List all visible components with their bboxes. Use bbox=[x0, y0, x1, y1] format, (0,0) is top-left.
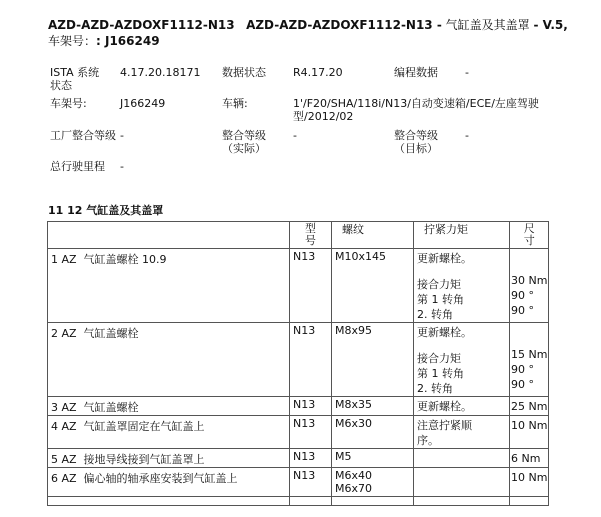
value-line: 90 ° bbox=[511, 304, 534, 317]
row-torque-note bbox=[414, 397, 510, 416]
row-torque-note bbox=[414, 468, 510, 497]
row-thread: M6x30 bbox=[332, 416, 414, 449]
row-thread: M8x35 bbox=[332, 397, 414, 416]
row-thread: M6x40 M6x70 bbox=[332, 468, 414, 497]
header-type bbox=[290, 222, 332, 249]
row-type: N13 bbox=[290, 397, 332, 416]
row-type: N13 bbox=[290, 249, 332, 323]
row-type: N13 bbox=[290, 416, 332, 449]
section-number: 11 12 bbox=[48, 204, 83, 217]
row-type: N13 bbox=[290, 468, 332, 497]
cut-cell bbox=[332, 497, 414, 506]
row-thread: M5 bbox=[332, 449, 414, 468]
value-line bbox=[511, 324, 547, 335]
row-type: N13 bbox=[290, 449, 332, 468]
note-line: 更新螺栓。 bbox=[417, 400, 472, 413]
table-row bbox=[48, 416, 549, 449]
title-part-5: 车架号： bbox=[48, 34, 97, 48]
row-description: 6 AZ 偏心轴的轴承座安装到气缸盖上 bbox=[48, 468, 290, 497]
table-header-row bbox=[48, 222, 549, 249]
row-description: 3 AZ 气缸盖螺栓 bbox=[48, 397, 290, 416]
row-value bbox=[510, 397, 549, 416]
data-status-label: 数据状态 bbox=[222, 66, 266, 79]
row-value bbox=[510, 449, 549, 468]
note-line: 序。 bbox=[417, 434, 439, 447]
cut-cell bbox=[414, 497, 510, 506]
row-description: 2 AZ 气缸盖螺栓 bbox=[48, 323, 290, 397]
note-line bbox=[417, 265, 506, 276]
value-line: 15 Nm bbox=[511, 348, 548, 361]
section-title: 气缸盖及其盖罩 bbox=[86, 204, 164, 217]
note-line: 接合力矩 bbox=[417, 352, 461, 365]
row-value bbox=[510, 323, 549, 397]
row-value bbox=[510, 468, 549, 497]
title-part-1: AZD-AZD-AZDOXF1112-N13 bbox=[48, 18, 235, 32]
note-line: 更新螺栓。 bbox=[417, 252, 472, 265]
actual-level-value: - bbox=[293, 129, 297, 142]
value-line bbox=[511, 335, 547, 346]
header-torque-note: 拧紧力矩 bbox=[414, 222, 510, 249]
target-level-label: 整合等级（目标） bbox=[394, 129, 438, 155]
value-line: 10 Nm bbox=[511, 419, 548, 432]
section-heading bbox=[48, 202, 163, 218]
row-description: 1 AZ 气缸盖螺栓 10.9 bbox=[48, 249, 290, 323]
document-title bbox=[48, 17, 578, 49]
note-line bbox=[417, 339, 506, 350]
mileage-label: 总行驶里程 bbox=[50, 160, 105, 173]
value-line: 90 ° bbox=[511, 289, 534, 302]
programming-label: 编程数据 bbox=[394, 66, 438, 79]
note-line: 注意拧紧顺 bbox=[417, 419, 472, 432]
value-line: 30 Nm bbox=[511, 274, 548, 287]
row-torque-note bbox=[414, 449, 510, 468]
note-line: 2. 转角 bbox=[417, 308, 453, 321]
data-status-value: R4.17.20 bbox=[293, 66, 343, 79]
programming-value: - bbox=[465, 66, 469, 79]
row-torque-note bbox=[414, 323, 510, 397]
header-size bbox=[510, 222, 549, 249]
vin-value: J166249 bbox=[120, 97, 166, 110]
ista-value: 4.17.20.18171 bbox=[120, 66, 201, 79]
note-line: 2. 转角 bbox=[417, 382, 453, 395]
value-line: 90 ° bbox=[511, 363, 534, 376]
cut-cell bbox=[510, 497, 549, 506]
actual-level-label: 整合等级（实际） bbox=[222, 129, 266, 155]
note-line: 更新螺栓。 bbox=[417, 326, 472, 339]
target-level-value: - bbox=[465, 129, 469, 142]
value-line: 6 Nm bbox=[511, 452, 541, 465]
torque-table bbox=[47, 221, 549, 506]
row-description: 4 AZ 气缸盖罩固定在气缸盖上 bbox=[48, 416, 290, 449]
table-row bbox=[48, 468, 549, 497]
header-type-text: 型号 bbox=[305, 222, 316, 247]
row-torque-note bbox=[414, 249, 510, 323]
table-row bbox=[48, 249, 549, 323]
row-thread: M10x145 bbox=[332, 249, 414, 323]
factory-level-value: - bbox=[120, 129, 124, 142]
note-line bbox=[417, 469, 506, 480]
row-description: 5 AZ 接地导线接到气缸盖罩上 bbox=[48, 449, 290, 468]
title-part-6: : J166249 bbox=[96, 34, 160, 48]
mileage-value: - bbox=[120, 160, 124, 173]
note-line bbox=[417, 450, 506, 461]
row-thread: M8x95 bbox=[332, 323, 414, 397]
value-line bbox=[511, 261, 547, 272]
header-desc bbox=[48, 222, 290, 249]
value-line: 25 Nm bbox=[511, 400, 548, 413]
note-line: 第 1 转角 bbox=[417, 367, 464, 380]
vehicle-label: 车辆: bbox=[222, 97, 248, 110]
title-part-3: 气缸盖及其盖罩 bbox=[441, 18, 534, 32]
value-line: 10 Nm bbox=[511, 471, 548, 484]
note-line: 第 1 转角 bbox=[417, 293, 464, 306]
table-row bbox=[48, 449, 549, 468]
row-value bbox=[510, 249, 549, 323]
table-row bbox=[48, 323, 549, 397]
row-type: N13 bbox=[290, 323, 332, 397]
value-line: 90 ° bbox=[511, 378, 534, 391]
ista-label: ISTA 系统状态 bbox=[50, 66, 100, 92]
row-value bbox=[510, 416, 549, 449]
title-part-2: AZD-AZD-AZDOXF1112-N13 - bbox=[246, 18, 442, 32]
vin-label: 车架号: bbox=[50, 97, 87, 110]
title-part-4: - V.5, bbox=[533, 18, 568, 32]
header-thread: 螺纹 bbox=[332, 222, 414, 249]
header-size-text: 尺寸 bbox=[523, 222, 535, 247]
value-line bbox=[511, 250, 547, 261]
cut-cell bbox=[290, 497, 332, 506]
factory-level-label: 工厂整合等级 bbox=[50, 129, 116, 142]
table-row-cut-off bbox=[48, 497, 549, 506]
vehicle-value: 1'/F20/SHA/118i/N13/自动变速箱/ECE/左座驾驶型/2012/02 bbox=[293, 97, 539, 123]
row-torque-note bbox=[414, 416, 510, 449]
cut-cell bbox=[48, 497, 290, 506]
note-line: 接合力矩 bbox=[417, 278, 461, 291]
table-row bbox=[48, 397, 549, 416]
